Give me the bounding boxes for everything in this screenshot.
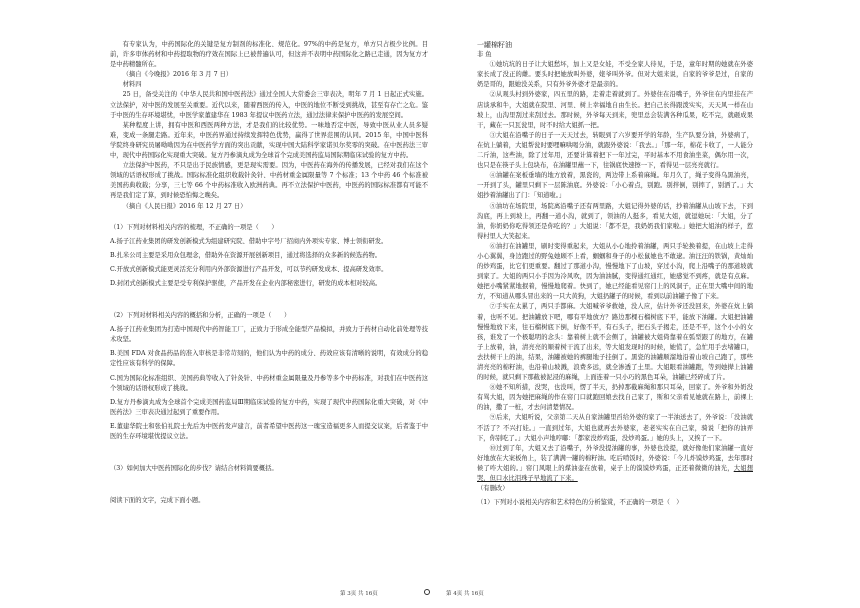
paragraph: 有专家认为，中药国际化的关键是复方制剂的标准化、规范化。97%的中药是复方，单方只占极少比例。目前，许多审体药材和中药提取物的疗效在国际上已被普遍认可，但这并不表明中药国际化之路已走通，因为复方才是中药精髓所在。 xyxy=(110,41,428,69)
paragraph: ④油罐在案板垂墙的地方放着，黑瓷的，两边带上系着麻绳。年月久了，绳子变得乌黑油亮，一开到了头，罐里只剩下一层陈油底。外婆说：「小心着点，别跑。别拌倒，别摔了，别洒了。」大姐抄着油罐出了门：「知道啦。」 xyxy=(477,172,753,200)
paragraph: ⑤油坊在场院里，场院离沿嘴子还有两里路，大姐记得外婆的话，抄着油罐从山坡下去，下到沟底，再上到坡上，再翻一道小沟，就到了，领油的人挺多，看见大姐，就逗她玩：「大姐，分了油，你奶奶你吃得领还是你吃的？」大姐说：「都不是，我奶奶我们家啦。」她把大姐油的样子，惹得村里人大笑起来。 xyxy=(477,202,753,240)
question-1: （1）下列对材料相关内容的梳理，不正确的一项是（ ） xyxy=(110,223,278,231)
paragraph: 25 日，备受关注的《中华人民共和国中医药法》通过全国人大常委会三审表决，明年 7 月 1 日起正式实施。立法保护，对中医的发展至关重要。近代以来，随着西医的传入，中医的地位不断受到挑战，甚至有存亡之危。鉴于中医的生存环境堪忧，中医学家董建华在 1983 年提议中医药立法，通过法律来保护中医药的发展空间。 xyxy=(110,91,428,119)
question-2: （2）下列对材料相关内容的概括和分析，正确的一项是（ ） xyxy=(110,312,291,320)
option: B.美国 FDA 对食品药品的准入审核是非常苛刻的，他们认为中药的成分、药效应该有清晰的说明，有效成分的稳定性应该有科学的保障。 xyxy=(110,350,428,368)
option: D.复方丹参滴丸成为全球首个完成美国药监局Ⅲ期临床试验的复方中药，实现了现代中药国际化重大突破，对《中医药法》三审表决通过起到了重要作用。 xyxy=(110,398,428,416)
paragraph: ⑥油打在油罐里，刷时变得重起来，大姐从小心地拎着油罐，两只手轮换着提，在山坡上走得小心翼翼，身边跑过的野兔她顾不上看，蝈蝈和身子的小松鼠她也不敢逮。油汪汪的铁锅，黄灿灿的炒鸡蛋，比它们更重要。翻过了那道小沟，慢慢地下了山坡，穿过小沟，爬上沿嘴子的那道坡就到家了。大姐的两只小手因为冷风吹，因为油油腻，变得通红通红，她感觉不到疼，就是有点麻。她把小嘴紧紧地抿着，慢慢地爬着。快到了，她已经能看见窑门上的风洞子，正在里大嘴中间的地方，不知道从哪头冒出来的一只大黄狗，大姐扔罐子的时候，看到以前油罐子像了下来。 xyxy=(477,242,753,301)
edit-note: （有删改） xyxy=(477,485,509,493)
right-column xyxy=(477,40,753,508)
source-note: （摘自《人民日报》2016 年 12 月 27 日） xyxy=(122,202,247,210)
source-note: （摘自《今晚报》2016 年 3 月 7 日） xyxy=(122,71,233,79)
question-1: （1）下列对小说相关内容和艺术特色的分析鉴赏，不正确的一项是（ ） xyxy=(477,499,683,507)
page-number-left: 第 3页 共 16页 xyxy=(340,591,378,597)
paragraph: ③大姐在沿嘴子的日子一天天过去，转眼到了六岁要开学的年龄，生产队要分油，外婆病了，在炕上躺着，大姐帮瓮时要哩嘛哄喝分油，就跟外婆说：「我去。」「那一年，棉花卡收了，一人能分二斤油，这些油，除了过年用，还要计算着把下一年过完，平时基本不用食油坐菜，偶尔用一次，也只是在筷子头上包块布，在油罐里蘸一下，往锅底快速擦一下，看得见一层亮亮就行。 xyxy=(477,131,753,170)
left-column xyxy=(110,40,428,506)
reading-instruction: 阅读下面的文字，完成下面小题。 xyxy=(110,497,205,505)
option: A.扬子江药业集团的研发创新模式为组建研究院、借助中字号厂招商内外项实专家、博士领衔研发。 xyxy=(110,237,388,245)
story-title: 一罐棉籽油 xyxy=(477,41,512,49)
option: B.扎米公司主要是采用众包理念，借助外在资源开展创新项目，通过将选择的众多新的候选药物。 xyxy=(110,251,382,259)
option: C.国为国际化标准组织、美国药典等收入了针灸针、中药材重金属限量及丹参等多个中药标准，对我们在中医药这个领域的话语权形成了挑战。 xyxy=(110,374,428,392)
story-author: 非 鱼 xyxy=(477,51,492,59)
paragraph: ②从观头村到外婆家，四五里的路，走着走着就到了。外婆住在沿嘴子，外爷住在内里挂在产店谈承和牛，大姐就在院里、河里、树上幸福地自由生长。把自己长得跟泼实实，天天风一样在山坡上，山沟里刮过来刮过去。那时候，外爷每天到来，兜里总会装满各种瓜果，吃不完，就砸成果干，藏在一只瓦瓮里，时不时给大姐抓一把。 xyxy=(477,91,753,129)
paragraph-text: ⑩过到了年，大姐又去了沿嘴子，外爷没提油罐的事，外婆也没提，就好像他们家油罐一直好好地放在大案板角上，装了满满一罐的棉籽油。吃后啃饭时，外婆说：「今儿炸馍炒鸡蛋，去年那时候了咋大姐的。」窑门风眼上的煤油壶在放着，桌子上的馍馍炒鸡蛋，正还着微微的油光， xyxy=(477,444,753,472)
option: A.扬子江药业集团为打造中国现代中药智能工厂，正致力于形成全能型产品模拟，并致力于药材自动化前处理等技术攻坚。 xyxy=(110,326,428,344)
paragraph: 某种程度上讲，拥有中医和西医两种方法，才是我们的比较优势。一味地否定中医，导致中医从业人员多疑难，变成一条腿走路。近年来，中医药界通过持续发挥特色优势，赢得了世界范围的认同。2015 年，中国中医科学院终身研究员屠呦呦因为在中医药学方面的突出贡献，实现中国大陆科学家诺贝尔奖零的突破。在中医药法三审中，现代中药国际化实现重大突破。复方丹参滴丸成为全球首个完成美国药监局国际期临床试验的复方中药。 xyxy=(110,121,428,160)
paragraph: ⑧她不知所措，没哭，也没叫，愣了半天，扔掉那截麻绳和那只耳朵，回家了。外爷和外奶没有骂大姐，因为她把麻绳的作在窑门口就跑回娘去找自己家了，斯和父亲看见她就在路上，前裸上的油，撒了一桩，才去问清楚情况。 xyxy=(477,384,753,412)
option: C.开放式创新模式能更灵活充分利用内外部资源进行产品开发，可以节约研发成本、提高研发效率。 xyxy=(110,265,388,273)
paragraph: 立法保护中医药，不只是出于民族情感，更是现实需要。因为，中医药在海外的传播发展，已经对我们在这个领域的话语权形成了挑战。国际标准化组织收载针灸针、中药材重金属限量等 7 个标准；13 个中药 46 个标准被美国药典收载；分享，三七等 66 个中药标准收入欧洲药典。再不立法保护中医药，中医药的国际标准都有可能不再是我们定了算，到时候恐怕悔之晚矣。 xyxy=(110,162,428,200)
material-heading: 材料四 xyxy=(122,81,142,89)
question-3: （3）如何加大中医药国际化的步伐？请结合材料简要概括。 xyxy=(110,465,278,473)
paragraph: ⑦手实在太累了，两只手都麻。大姐喊爷爷救她，没人应，估计外爷还没回来，外婆在炕上躺着，也听不见。把油罐放下吧，哪有平地放方？路边那棵石榴树底下平，能放下油罐。大姐把油罐慢慢地放下来，往石榴树底下倒，好像不平，有石头子，把石头子揭走，还是不平，这个小小的女孩，谁发了一个极聪明的念头：靠着树上就不会侧了，油罐被大姐倚靠着在弧型跟了的地方，在罐子上放着，油，清亮亮的顺着树干流了出来，等大姐发现时的时候，她慌了，急忙用手去堵罐口，去扶树干上的油，结果，油罐被她的裤腿地子挂倒了。黑瓷的油罐顺溜地沿着山坡自己跑了，那些清亮亮的棉籽油，也沿着山坡溅，浪费多远，就全渗透了土里。大姐眼看油罐跑，等到她撵上油罐的时候，就只剩下那截被泥浸的麻绳，上面连着一只小巧的黑色耳朵，油罐已经碎成了片。 xyxy=(477,303,753,382)
binding-hole-icon xyxy=(424,589,430,595)
option: D.封闭式创新模式主要是受专利保护驱使，产品开发在企业内部秘密进行，研发的成本相对较高。 xyxy=(110,279,382,287)
page-number-right: 第 4页 共 16页 xyxy=(446,591,484,597)
option: E.董建华院士和张伯礼院士先后为中医药发声建言，前者希望中医药这一瑰宝造福更多人而提交议案，后者鉴于中医的生存环境堪忧提议立法。 xyxy=(110,422,428,440)
paragraph xyxy=(477,444,753,484)
paragraph: ⑨后来，大姐听说，父亲第二天从自家油罐里舀给外婆的家了一半油送去了，外爷说：「没油就不活了？不兴打娃。」一直到过年，大姐也就再去外婆家，老老实实在自己家，骑说「把你的油弄下，你别吃了。」大姐小声地哼嘟：「都家没炒鸡蛋，没炒鸡蛋。」她的头上，又挨了一下。 xyxy=(477,414,753,442)
underlined-sentence: 大姐想哭，但口水比泪珠子早地流了下来。 xyxy=(477,464,753,483)
paragraph: ①她坑坑的日子让大姐愁坏，加上又是女娃，不受全家人待见，于是，童年时期的她就在外婆家长成了没正的雌。要头时把她放叫外婆，姥爷叫外爷。但对大姐来说，自家的爷爷是过，自家的奶是哥的，跟她没关系，只有外爷外婆才是最亲的。 xyxy=(477,61,753,89)
